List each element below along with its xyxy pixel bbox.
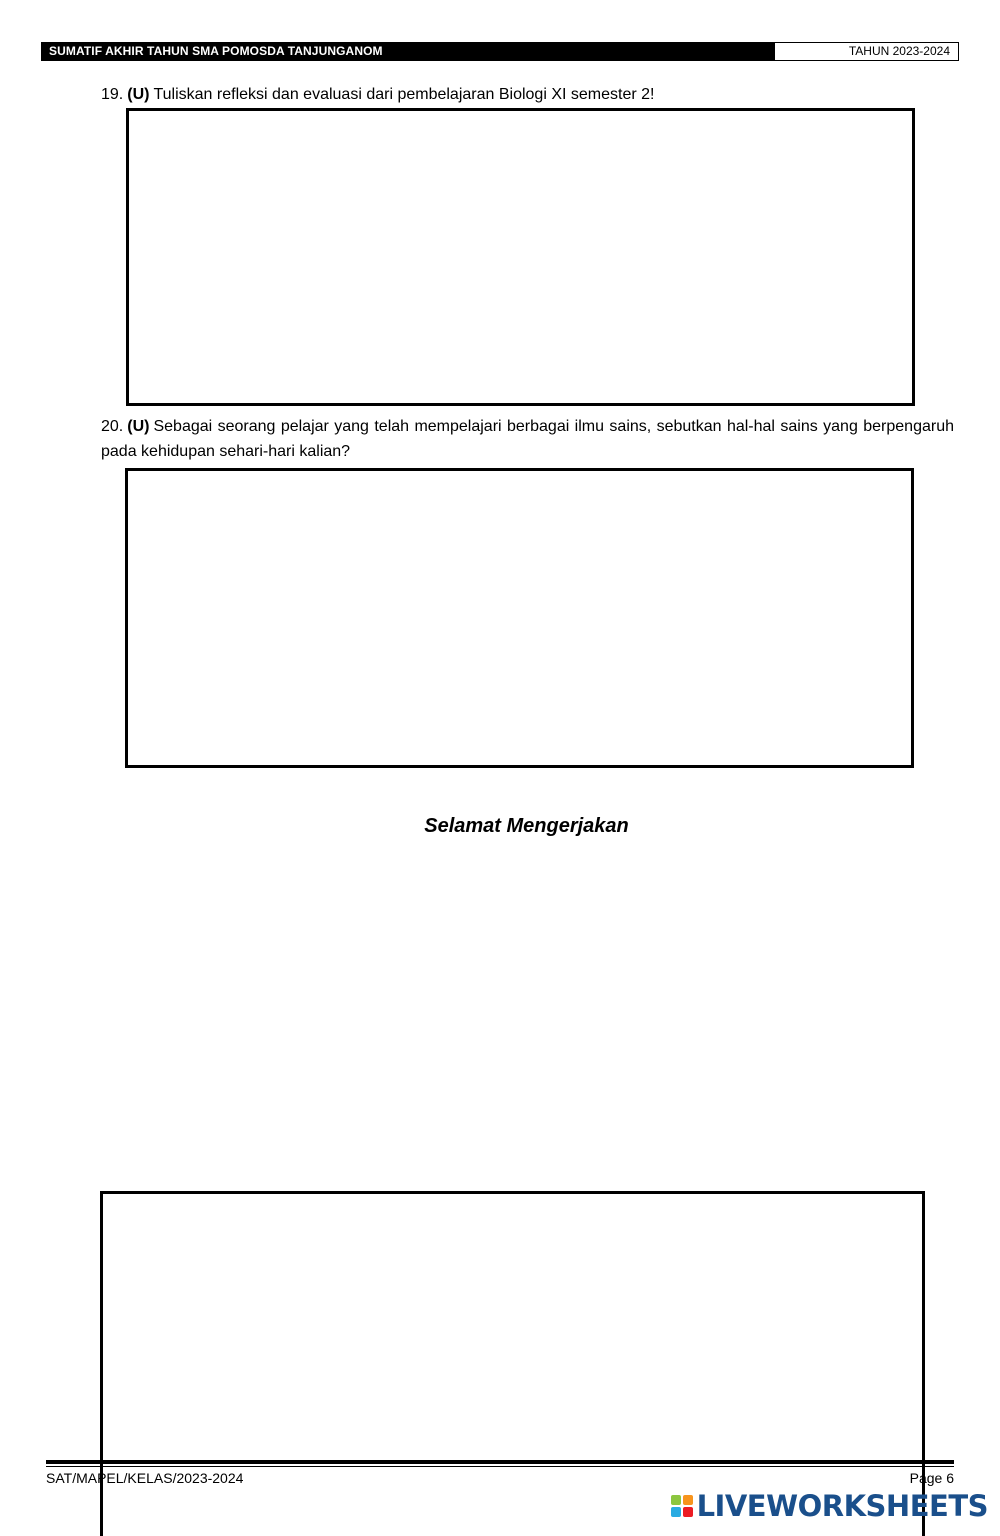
logo-square: [671, 1495, 681, 1505]
logo-square: [671, 1507, 681, 1517]
header-year: TAHUN 2023-2024: [774, 42, 959, 61]
footer-divider-thin: [46, 1466, 954, 1467]
closing-message: Selamat Mengerjakan: [424, 815, 629, 837]
logo-square: [683, 1507, 693, 1517]
liveworksheets-logo-icon: [671, 1495, 693, 1517]
header-title: SUMATIF AKHIR TAHUN SMA POMOSDA TANJUNGANOM: [41, 42, 774, 61]
question-20: [101, 414, 954, 464]
question-tag: (U): [127, 86, 150, 103]
answer-box-19[interactable]: [126, 108, 915, 406]
question-tag: (U): [127, 418, 150, 435]
logo-square: [683, 1495, 693, 1505]
question-number: 19.: [101, 86, 124, 103]
answer-box-20[interactable]: [125, 468, 914, 768]
watermark-text: LIVEWORKSHEETS: [696, 1489, 988, 1523]
footer-divider: [46, 1460, 954, 1464]
question-19: [101, 82, 954, 107]
question-text: Tuliskan refleksi dan evaluasi dari pembelajaran Biologi XI semester 2!: [153, 86, 655, 103]
question-number: 20.: [101, 418, 124, 435]
footer-page-number: Page 6: [909, 1470, 954, 1486]
page-header: [41, 42, 959, 61]
footer-code: SAT/MAPEL/KELAS/2023-2024: [46, 1470, 244, 1486]
liveworksheets-watermark: [671, 1488, 988, 1524]
question-text: Sebagai seorang pelajar yang telah mempelajari berbagai ilmu sains, sebutkan hal-hal sains yang berpengaruh pada kehidupan sehari-hari kalian?: [101, 418, 954, 460]
